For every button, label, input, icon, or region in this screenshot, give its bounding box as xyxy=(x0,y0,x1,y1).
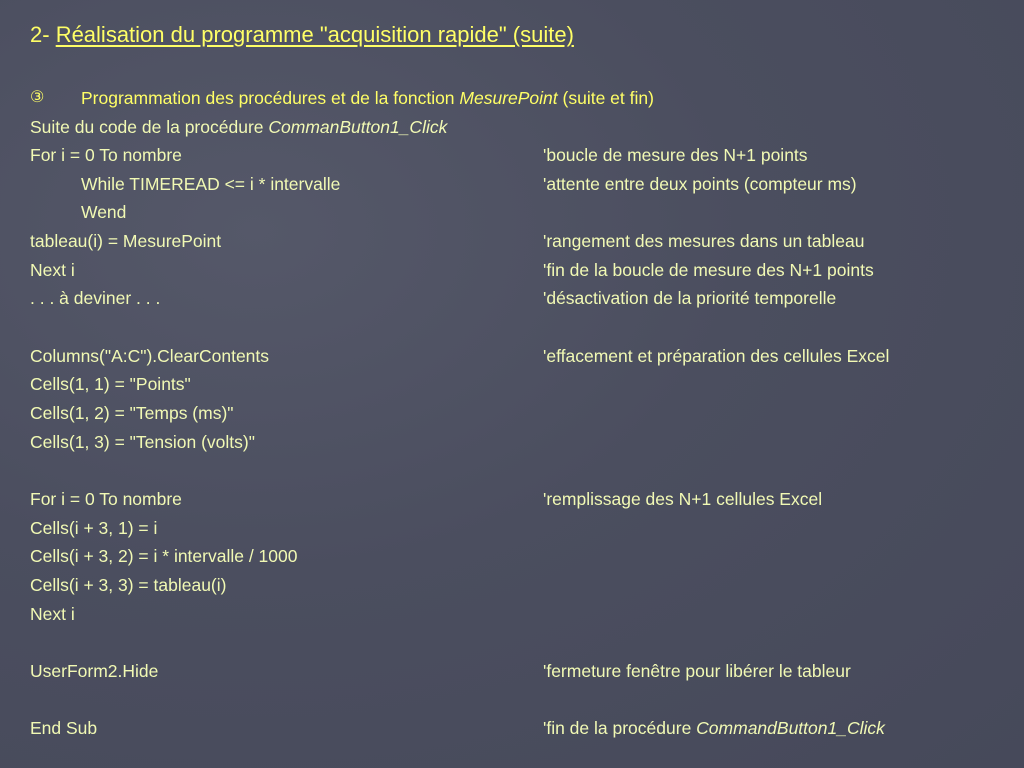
code-comment: 'fermeture fenêtre pour libérer le tableur xyxy=(543,661,851,681)
code-line: Wend xyxy=(81,202,127,222)
code-line: tableau(i) = MesurePoint xyxy=(30,231,222,251)
heading-text: Programmation des procédures et de la fonction xyxy=(81,88,460,108)
intro-text: Suite du code de la procédure xyxy=(30,117,269,137)
code-line: Cells(1, 3) = "Tension (volts)" xyxy=(30,432,255,452)
code-comment: 'attente entre deux points (compteur ms) xyxy=(543,174,857,194)
code-line: Cells(i + 3, 2) = i * intervalle / 1000 xyxy=(30,546,298,566)
code-line: Cells(1, 1) = "Points" xyxy=(30,374,191,394)
code-line: While TIMEREAD <= i * intervalle xyxy=(81,174,341,194)
code-line: For i = 0 To nombre xyxy=(30,489,182,509)
slide-title xyxy=(30,22,574,48)
code-comment: 'effacement et préparation des cellules Excel xyxy=(543,346,890,366)
code-comment: 'rangement des mesures dans un tableau xyxy=(543,231,865,251)
code-line: For i = 0 To nombre xyxy=(30,145,182,165)
code-line: End Sub xyxy=(30,718,98,738)
code-line: Cells(i + 3, 3) = tableau(i) xyxy=(30,575,227,595)
code-comment: 'remplissage des N+1 cellules Excel xyxy=(543,489,823,509)
code-comment: 'fin de la procédure CommandButton1_Click xyxy=(543,718,885,738)
code-comment: 'boucle de mesure des N+1 points xyxy=(543,145,808,165)
title-number: 2- xyxy=(30,22,56,47)
code-line: Next i xyxy=(30,604,75,624)
code-line: Cells(i + 3, 1) = i xyxy=(30,518,158,538)
title-text: Réalisation du programme "acquisition rapide" (suite) xyxy=(55,22,574,47)
code-line: Columns("A:C").ClearContents xyxy=(30,346,270,366)
code-line: Cells(1, 2) = "Temps (ms)" xyxy=(30,403,234,423)
code-line: UserForm2.Hide xyxy=(30,661,159,681)
code-line: Next i xyxy=(30,260,75,280)
intro-line xyxy=(30,113,447,141)
code-line: . . . à deviner . . . xyxy=(30,288,161,308)
heading-italic: MesurePoint xyxy=(459,88,558,108)
code-comment: 'fin de la boucle de mesure des N+1 points xyxy=(543,260,874,280)
slide xyxy=(30,0,1010,768)
circled-three-bullet-icon: ③ xyxy=(30,89,45,106)
heading-suffix: (suite et fin) xyxy=(557,88,654,108)
intro-italic: CommanButton1_Click xyxy=(268,117,448,137)
code-comment: 'désactivation de la priorité temporelle xyxy=(543,288,837,308)
